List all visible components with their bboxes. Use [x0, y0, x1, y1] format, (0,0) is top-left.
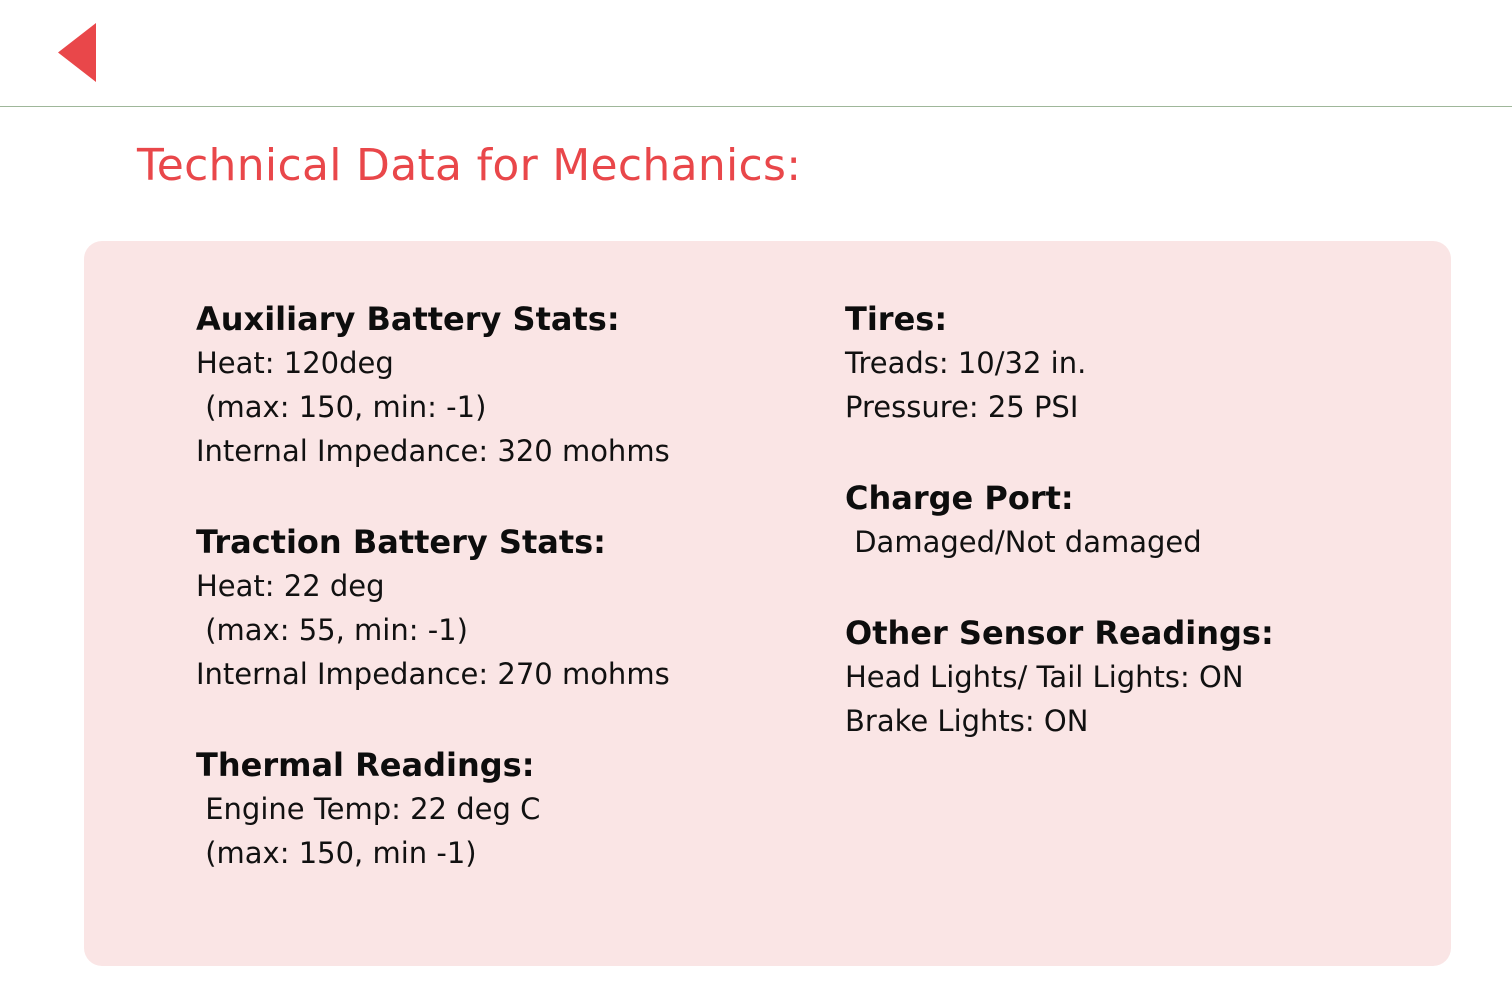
- charge-port-section: [845, 476, 1405, 564]
- engine-temp-range: (max: 150, min -1): [196, 836, 477, 870]
- auxiliary-battery-heat-range: (max: 150, min: -1): [196, 390, 487, 424]
- section-title: Charge Port:: [845, 479, 1074, 517]
- head-tail-lights: Head Lights/ Tail Lights: ON: [845, 660, 1244, 694]
- other-sensors-section: [845, 611, 1405, 743]
- tire-treads: Treads: 10/32 in.: [845, 346, 1087, 380]
- back-triangle-icon: [52, 18, 108, 88]
- traction-battery-heat: Heat: 22 deg: [196, 569, 385, 603]
- traction-battery-heat-range: (max: 55, min: -1): [196, 613, 468, 647]
- section-title: Auxiliary Battery Stats:: [196, 300, 620, 338]
- tires-section: [845, 297, 1405, 429]
- section-title: Tires:: [845, 300, 948, 338]
- tire-pressure: Pressure: 25 PSI: [845, 390, 1079, 424]
- right-column: [845, 297, 1405, 790]
- auxiliary-battery-section: [196, 297, 816, 473]
- thermal-readings-section: [196, 743, 816, 875]
- charge-port-status: Damaged/Not damaged: [845, 525, 1202, 559]
- section-title: Thermal Readings:: [196, 746, 535, 784]
- section-title: Traction Battery Stats:: [196, 523, 606, 561]
- back-button[interactable]: [52, 18, 108, 88]
- page-title: Technical Data for Mechanics:: [137, 140, 802, 191]
- traction-battery-section: [196, 520, 816, 696]
- auxiliary-battery-heat: Heat: 120deg: [196, 346, 394, 380]
- left-column: [196, 297, 816, 922]
- top-bar: [0, 0, 1512, 110]
- technical-data-card: [84, 241, 1451, 966]
- header-divider: [0, 106, 1512, 107]
- section-title: Other Sensor Readings:: [845, 614, 1274, 652]
- brake-lights: Brake Lights: ON: [845, 704, 1089, 738]
- auxiliary-battery-impedance: Internal Impedance: 320 mohms: [196, 434, 670, 468]
- traction-battery-impedance: Internal Impedance: 270 mohms: [196, 657, 670, 691]
- engine-temp: Engine Temp: 22 deg C: [196, 792, 541, 826]
